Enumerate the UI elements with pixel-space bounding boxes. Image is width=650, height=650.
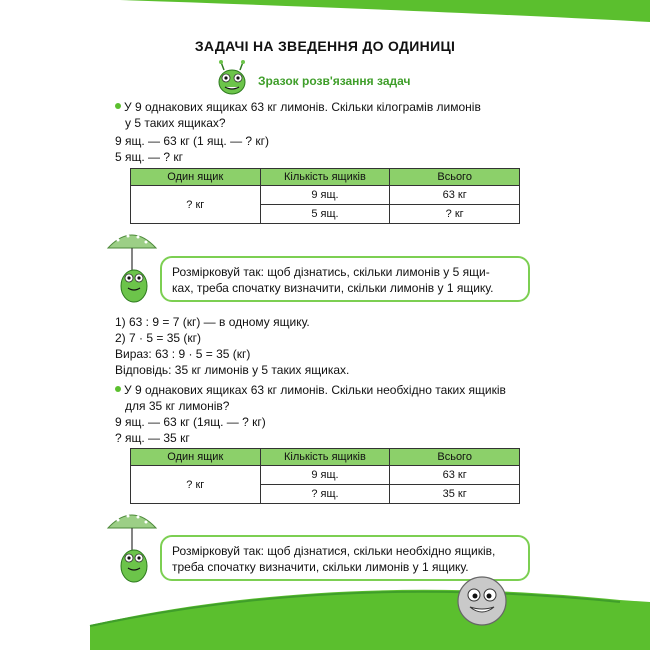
solution-step2: 2) 7 · 5 = 35 (кг) bbox=[115, 331, 201, 345]
table-header-cell: Один ящик bbox=[131, 449, 261, 466]
sample-solution-subtitle: Зразок розв'язання задач bbox=[258, 74, 411, 88]
total-cell: 63 кг bbox=[390, 466, 520, 485]
table-row bbox=[131, 186, 520, 205]
hint-line: Розмірковуй так: щоб дізнатись, скільки лимонів у 5 ящи- bbox=[172, 265, 490, 279]
count-cell: 9 ящ. bbox=[260, 466, 390, 485]
monster-mascot-icon bbox=[212, 58, 252, 98]
table-row bbox=[131, 466, 520, 485]
problem1-hint-box bbox=[160, 256, 530, 302]
umbrella-mascot-icon bbox=[104, 508, 160, 588]
problem1-table bbox=[130, 168, 520, 224]
bullet-icon bbox=[115, 103, 121, 109]
table-header-cell: Всього bbox=[390, 169, 520, 186]
hint-line: Розмірковуй так: щоб дізнатися, скільки необхідно ящиків, bbox=[172, 544, 496, 558]
table-header-cell: Всього bbox=[390, 449, 520, 466]
table-header-cell: Один ящик bbox=[131, 169, 261, 186]
total-cell: ? кг bbox=[390, 205, 520, 224]
problem2-statement: У 9 однакових ящиках 63 кг лимонів. Скільки необхідно таких ящиків bbox=[115, 383, 506, 397]
page-title: ЗАДАЧІ НА ЗВЕДЕННЯ ДО ОДИНИЦІ bbox=[194, 38, 456, 54]
hint-line: треба спочатку визначити, скільки лимонів у 1 ящику. bbox=[172, 560, 469, 574]
solution-answer: Відповідь: 35 кг лимонів у 5 таких ящиках. bbox=[115, 363, 350, 377]
table-header-row bbox=[131, 449, 520, 466]
total-cell: 63 кг bbox=[390, 186, 520, 205]
hint-line: ках, треба спочатку визначити, скільки лимонів у 1 ящику. bbox=[172, 281, 494, 295]
ball-face-icon bbox=[456, 575, 508, 627]
one-box-cell: ? кг bbox=[131, 466, 261, 504]
table-header-cell: Кількість ящиків bbox=[260, 169, 390, 186]
problem2-short-line2: ? ящ. — 35 кг bbox=[115, 431, 190, 445]
solution-expression: Вираз: 63 : 9 · 5 = 35 (кг) bbox=[115, 347, 251, 361]
top-green-band bbox=[0, 0, 650, 22]
table-header-cell: Кількість ящиків bbox=[260, 449, 390, 466]
problem1-short-line1: 9 ящ. — 63 кг (1 ящ. — ? кг) bbox=[115, 134, 270, 148]
bullet-icon bbox=[115, 386, 121, 392]
bottom-green-band bbox=[0, 570, 650, 650]
problem1-statement-cont: у 5 таких ящиках? bbox=[125, 116, 226, 130]
one-box-cell: ? кг bbox=[131, 186, 261, 224]
problem1-statement: У 9 однакових ящиках 63 кг лимонів. Скільки кілограмів лимонів bbox=[115, 100, 481, 114]
table-header-row bbox=[131, 169, 520, 186]
umbrella-mascot-icon bbox=[104, 228, 160, 308]
problem2-short-line1: 9 ящ. — 63 кг (1ящ. — ? кг) bbox=[115, 415, 266, 429]
problem2-table bbox=[130, 448, 520, 504]
solution-step1: 1) 63 : 9 = 7 (кг) — в одному ящику. bbox=[115, 315, 310, 329]
problem1-short-line2: 5 ящ. — ? кг bbox=[115, 150, 184, 164]
total-cell: 35 кг bbox=[390, 485, 520, 504]
count-cell: 5 ящ. bbox=[260, 205, 390, 224]
count-cell: ? ящ. bbox=[260, 485, 390, 504]
count-cell: 9 ящ. bbox=[260, 186, 390, 205]
problem2-statement-cont: для 35 кг лимонів? bbox=[125, 399, 230, 413]
page-number: 4 bbox=[120, 602, 127, 616]
